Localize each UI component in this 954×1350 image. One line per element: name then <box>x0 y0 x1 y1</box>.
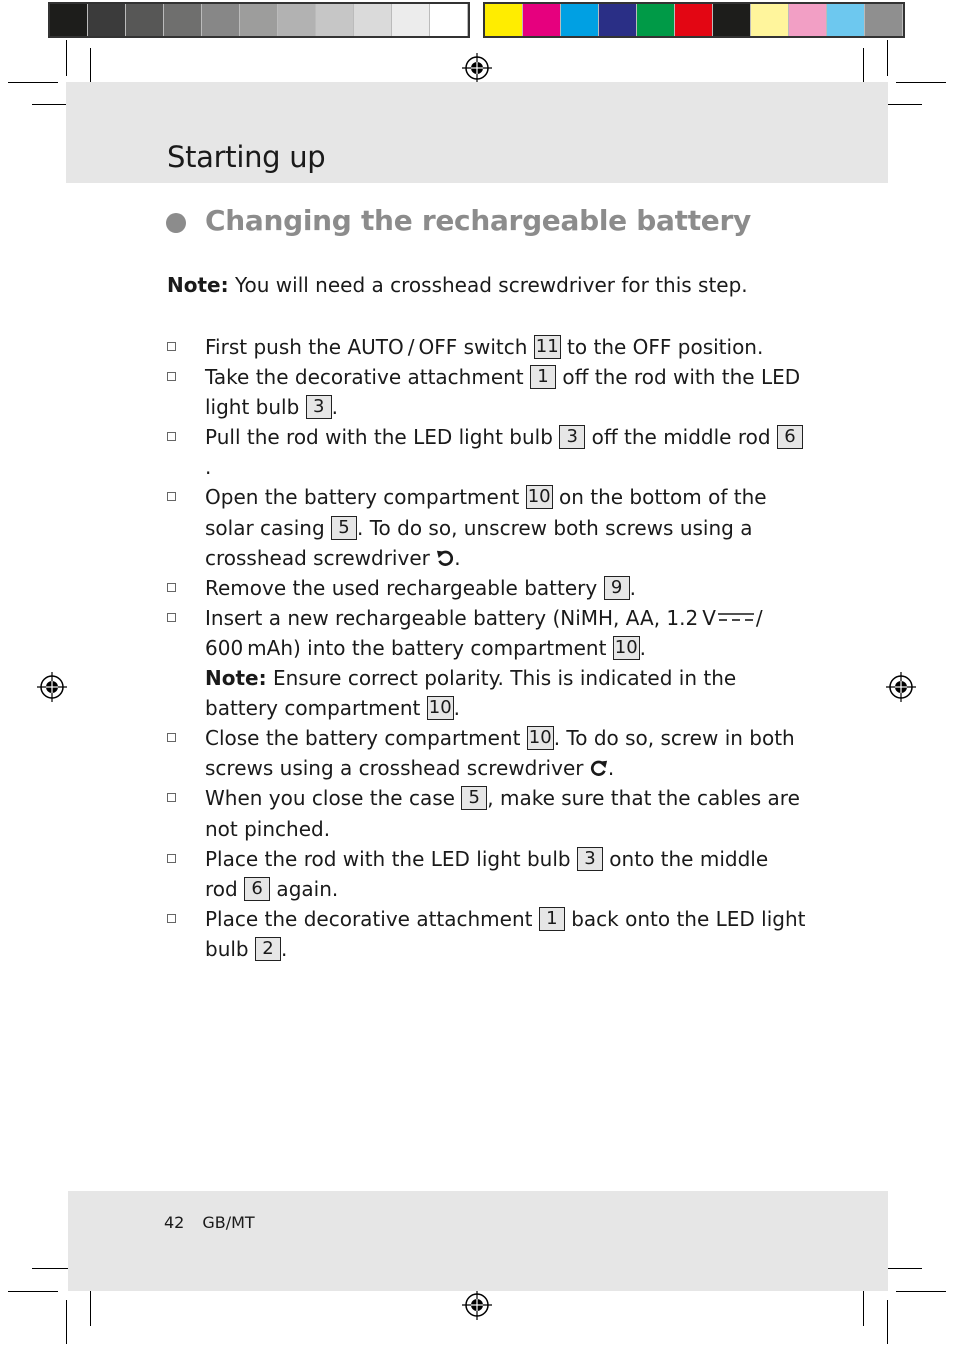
list-item: Take the decorative attachment 1 off the rod with the LED light bulb 3 . <box>167 362 807 422</box>
part-reference: 10 <box>428 697 452 719</box>
color-swatch <box>751 4 789 36</box>
intro-note <box>167 273 748 297</box>
color-swatch <box>485 4 523 36</box>
note-label: Note: <box>167 273 229 297</box>
color-swatch <box>240 4 278 36</box>
color-swatch <box>599 4 637 36</box>
color-swatch <box>126 4 164 36</box>
crop-mark <box>882 104 922 105</box>
color-swatch <box>354 4 392 36</box>
process-color-bar <box>483 2 905 38</box>
checkbox-icon <box>167 793 176 802</box>
part-reference: 6 <box>244 877 270 901</box>
color-swatch <box>523 4 561 36</box>
color-swatch <box>164 4 202 36</box>
list-item: Close the battery compartment 10 . To do so, screw in both screws using a crosshead screwdriver . <box>167 723 807 783</box>
color-swatch <box>202 4 240 36</box>
checkbox-icon <box>167 492 176 501</box>
note-label: Note: <box>205 666 267 691</box>
list-item: Place the decorative attachment 1 back onto the LED light bulb 2 . <box>167 904 807 964</box>
page-title: Starting up <box>167 140 326 174</box>
color-swatch <box>827 4 865 36</box>
part-reference: 3 <box>559 425 585 449</box>
section-heading: Changing the rechargeable battery <box>205 204 751 237</box>
checkbox-icon <box>167 613 176 622</box>
checkbox-icon <box>167 342 176 351</box>
crop-mark <box>32 1268 72 1269</box>
checkbox-icon <box>167 372 176 381</box>
checkbox-icon <box>167 733 176 742</box>
list-item: Insert a new rechargeable battery (NiMH, AA, 1.2 V / 600 mAh) into the battery compartment 10 . Note: Ensure correct polarity. This is indicated in the battery compartment 10 . <box>167 603 807 723</box>
color-swatch <box>561 4 599 36</box>
color-swatch <box>789 4 827 36</box>
crop-mark <box>8 82 58 83</box>
checkbox-icon <box>167 914 176 923</box>
footer-band <box>68 1191 888 1291</box>
checkbox-icon <box>167 432 176 441</box>
color-swatch <box>88 4 126 36</box>
crop-mark <box>882 1268 922 1269</box>
clockwise-arrow-icon <box>590 759 608 777</box>
part-reference: 10 <box>527 486 551 508</box>
polarity-note: Note: Ensure correct polarity. This is indicated in the battery compartment 10 . <box>205 666 737 721</box>
crop-mark <box>90 1286 91 1326</box>
part-reference: 5 <box>331 516 357 540</box>
part-reference: 9 <box>604 576 630 600</box>
part-reference: 5 <box>461 786 487 810</box>
color-swatch <box>316 4 354 36</box>
dc-voltage-symbol-icon <box>718 611 754 623</box>
checkbox-icon <box>167 854 176 863</box>
page-number: 42 <box>164 1213 185 1232</box>
crop-mark <box>8 1291 58 1292</box>
grayscale-color-bar <box>48 2 470 38</box>
locale-code: GB/MT <box>202 1213 255 1232</box>
color-swatch <box>50 4 88 36</box>
part-reference: 6 <box>777 425 803 449</box>
part-reference: 3 <box>306 395 332 419</box>
instruction-list <box>167 332 807 964</box>
part-reference: 10 <box>614 636 638 658</box>
crop-mark <box>896 1291 946 1292</box>
list-item: Remove the used rechargeable battery 9 . <box>167 573 807 603</box>
list-item: First push the AUTO / OFF switch 11 to the OFF position. <box>167 332 807 362</box>
section-bullet-icon <box>166 213 186 233</box>
color-swatch <box>430 4 468 36</box>
part-reference: 11 <box>535 336 559 357</box>
color-swatch <box>637 4 675 36</box>
registration-mark-icon <box>462 53 492 83</box>
part-reference: 10 <box>528 727 552 749</box>
crop-mark <box>66 1300 67 1344</box>
crop-mark <box>887 1300 888 1344</box>
list-item: When you close the case 5 , make sure that the cables are not pinched. <box>167 783 807 843</box>
crop-mark <box>66 40 67 76</box>
page-footer <box>164 1213 255 1232</box>
crop-mark <box>863 1286 864 1326</box>
part-reference: 3 <box>577 847 603 871</box>
color-swatch <box>865 4 903 36</box>
list-item: Place the rod with the LED light bulb 3 onto the middle rod 6 again. <box>167 844 807 904</box>
crop-mark <box>887 40 888 76</box>
crop-mark <box>896 82 946 83</box>
registration-mark-icon <box>37 672 67 702</box>
registration-mark-icon <box>462 1290 492 1320</box>
part-reference: 1 <box>539 907 565 931</box>
checkbox-icon <box>167 583 176 592</box>
color-swatch <box>392 4 430 36</box>
counterclockwise-arrow-icon <box>436 549 454 567</box>
color-swatch <box>713 4 751 36</box>
part-reference: 2 <box>255 937 281 961</box>
list-item: Pull the rod with the LED light bulb 3 off the middle rod 6. <box>167 422 807 482</box>
list-item: Open the battery compartment 10 on the bottom of the solar casing 5 . To do so, unscrew both screws using a crosshead screwdriver . <box>167 482 807 572</box>
registration-mark-icon <box>886 672 916 702</box>
color-swatch <box>278 4 316 36</box>
note-text: You will need a crosshead screwdriver for this step. <box>228 273 748 297</box>
part-reference: 1 <box>530 365 556 389</box>
color-swatch <box>675 4 713 36</box>
